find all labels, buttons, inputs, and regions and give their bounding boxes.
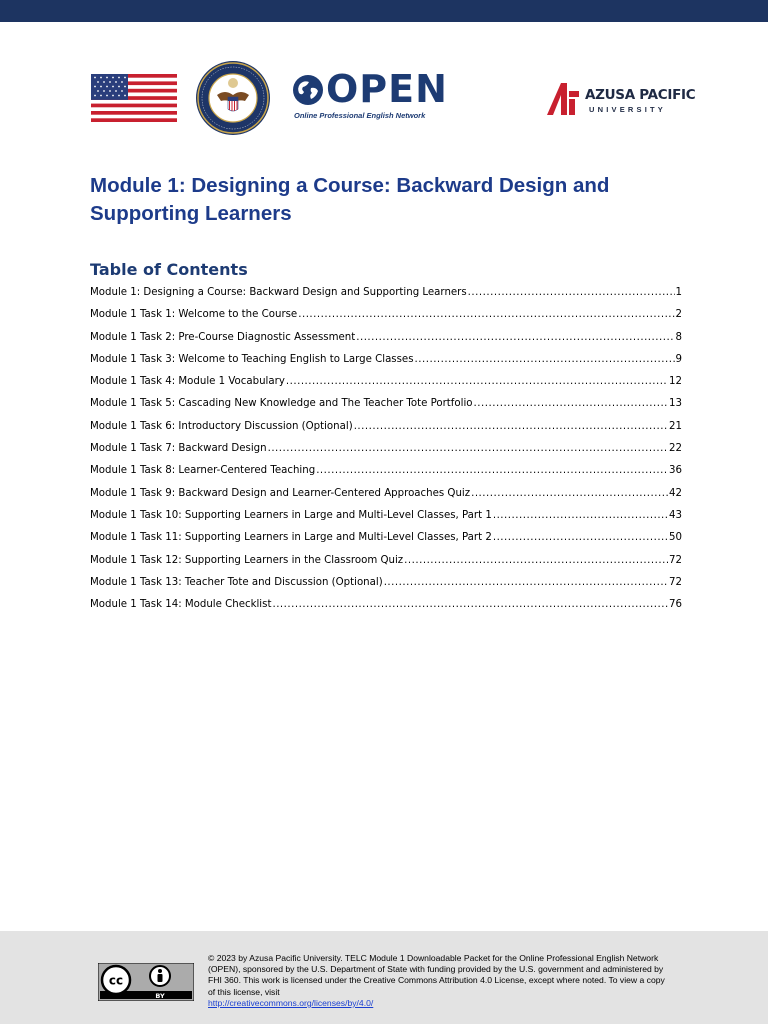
open-logo-wordmark [292, 69, 448, 109]
toc-entry-page: 76 [669, 599, 682, 611]
toc-entry[interactable] [90, 488, 682, 510]
open-logo-word: OPEN [326, 67, 448, 111]
toc-entry-title: Module 1 Task 10: Supporting Learners in Large and Multi-Level Classes, Part 1 [90, 509, 492, 521]
toc-entry-page: 42 [669, 487, 682, 499]
globe-icon [292, 73, 324, 105]
toc-entry-page: 50 [669, 532, 682, 544]
toc-entry-page: 2 [675, 309, 682, 321]
apu-logo-name: AZUSA PACIFIC [585, 87, 696, 103]
table-of-contents [90, 287, 682, 621]
toc-entry-page: 13 [669, 398, 682, 410]
toc-entry-page: 72 [669, 554, 682, 566]
toc-entry-title: Module 1 Task 4: Module 1 Vocabulary [90, 376, 285, 388]
toc-dot-leader [493, 510, 668, 521]
license-footer [0, 931, 768, 1024]
toc-entry-page: 72 [669, 576, 682, 588]
toc-entry-page: 12 [669, 376, 682, 388]
toc-entry-title: Module 1 Task 6: Introductory Discussion (Optional) [90, 420, 353, 432]
toc-dot-leader [272, 599, 668, 610]
toc-dot-leader [268, 443, 668, 454]
license-text: © 2023 by Azusa Pacific University. TELC Module 1 Downloadable Packet for the Online Professional English Network (OPEN), sponsored by the U.S. Department of State with funding provided by the U.S. government and administered by FHI 360. This work is licensed under the Creative Commons Attribution 4.0 License, except where noted. To view a copy of this license, visit [208, 953, 665, 997]
apu-logo-university: UNIVERSITY [589, 105, 667, 114]
toc-entry-title: Module 1 Task 8: Learner-Centered Teaching [90, 465, 316, 477]
open-logo-subtitle: Online Professional English Network [294, 111, 426, 120]
toc-entry-title: Module 1 Task 1: Welcome to the Course [90, 309, 298, 321]
toc-entry-title: Module 1 Task 12: Supporting Learners in the Classroom Quiz [90, 554, 404, 566]
toc-entry[interactable] [90, 398, 682, 420]
toc-dot-leader [474, 398, 669, 409]
toc-entry[interactable] [90, 443, 682, 465]
toc-entry[interactable] [90, 510, 682, 532]
toc-entry-page: 8 [675, 331, 682, 343]
toc-dot-leader [298, 309, 674, 320]
toc-heading: Table of Contents [90, 260, 248, 279]
toc-dot-leader [493, 532, 668, 543]
document-title: Module 1: Designing a Course: Backward Design and Supporting Learners [90, 174, 610, 225]
us-flag-icon [91, 74, 177, 122]
toc-entry-title: Module 1 Task 3: Welcome to Teaching English to Large Classes [90, 353, 414, 365]
toc-entry[interactable] [90, 287, 682, 309]
cc-badge-label: BY [155, 992, 165, 1000]
toc-entry-page: 21 [669, 420, 682, 432]
toc-entry[interactable] [90, 421, 682, 443]
toc-dot-leader [356, 332, 674, 343]
toc-entry-title: Module 1 Task 9: Backward Design and Learner-Centered Approaches Quiz [90, 487, 471, 499]
toc-entry-page: 9 [675, 353, 682, 365]
toc-entry-page: 36 [669, 465, 682, 477]
license-link[interactable]: http://creativecommons.org/licenses/by/4.0/ [208, 997, 374, 1008]
toc-entry[interactable] [90, 577, 682, 599]
toc-entry-title: Module 1 Task 2: Pre-Course Diagnostic Assessment [90, 331, 356, 343]
top-banner-bar [0, 0, 768, 22]
toc-entry[interactable] [90, 354, 682, 376]
toc-entry-title: Module 1: Designing a Course: Backward Design and Supporting Learners [90, 287, 467, 298]
toc-entry[interactable] [90, 599, 682, 621]
toc-entry[interactable] [90, 309, 682, 331]
toc-dot-leader [354, 421, 668, 432]
toc-entry-title: Module 1 Task 11: Supporting Learners in Large and Multi-Level Classes, Part 2 [90, 532, 492, 544]
creative-commons-by-icon [98, 963, 194, 1001]
us-department-of-state-seal-icon [195, 55, 271, 141]
toc-dot-leader [316, 465, 668, 476]
toc-dot-leader [468, 287, 675, 298]
toc-entry-page: 22 [669, 443, 682, 455]
toc-entry[interactable] [90, 532, 682, 554]
toc-entry-title: Module 1 Task 5: Cascading New Knowledge and The Teacher Tote Portfolio [90, 398, 473, 410]
open-logo [292, 67, 448, 125]
logo-strip [0, 55, 768, 135]
azusa-pacific-university-logo [545, 81, 705, 121]
toc-entry-title: Module 1 Task 13: Teacher Tote and Discussion (Optional) [90, 576, 383, 588]
toc-entry[interactable] [90, 465, 682, 487]
toc-entry-page: 43 [669, 509, 682, 521]
toc-dot-leader [384, 577, 668, 588]
svg-text:cc: cc [108, 973, 124, 988]
toc-dot-leader [471, 488, 668, 499]
toc-entry-page: 1 [675, 287, 682, 298]
toc-dot-leader [404, 555, 668, 566]
toc-entry[interactable] [90, 555, 682, 577]
toc-entry-title: Module 1 Task 7: Backward Design [90, 443, 267, 455]
license-text-block [208, 953, 668, 1009]
apu-mark-icon [545, 81, 581, 117]
toc-entry[interactable] [90, 376, 682, 398]
toc-entry[interactable] [90, 332, 682, 354]
toc-entry-title: Module 1 Task 14: Module Checklist [90, 599, 272, 611]
toc-dot-leader [415, 354, 675, 365]
toc-dot-leader [286, 376, 668, 387]
